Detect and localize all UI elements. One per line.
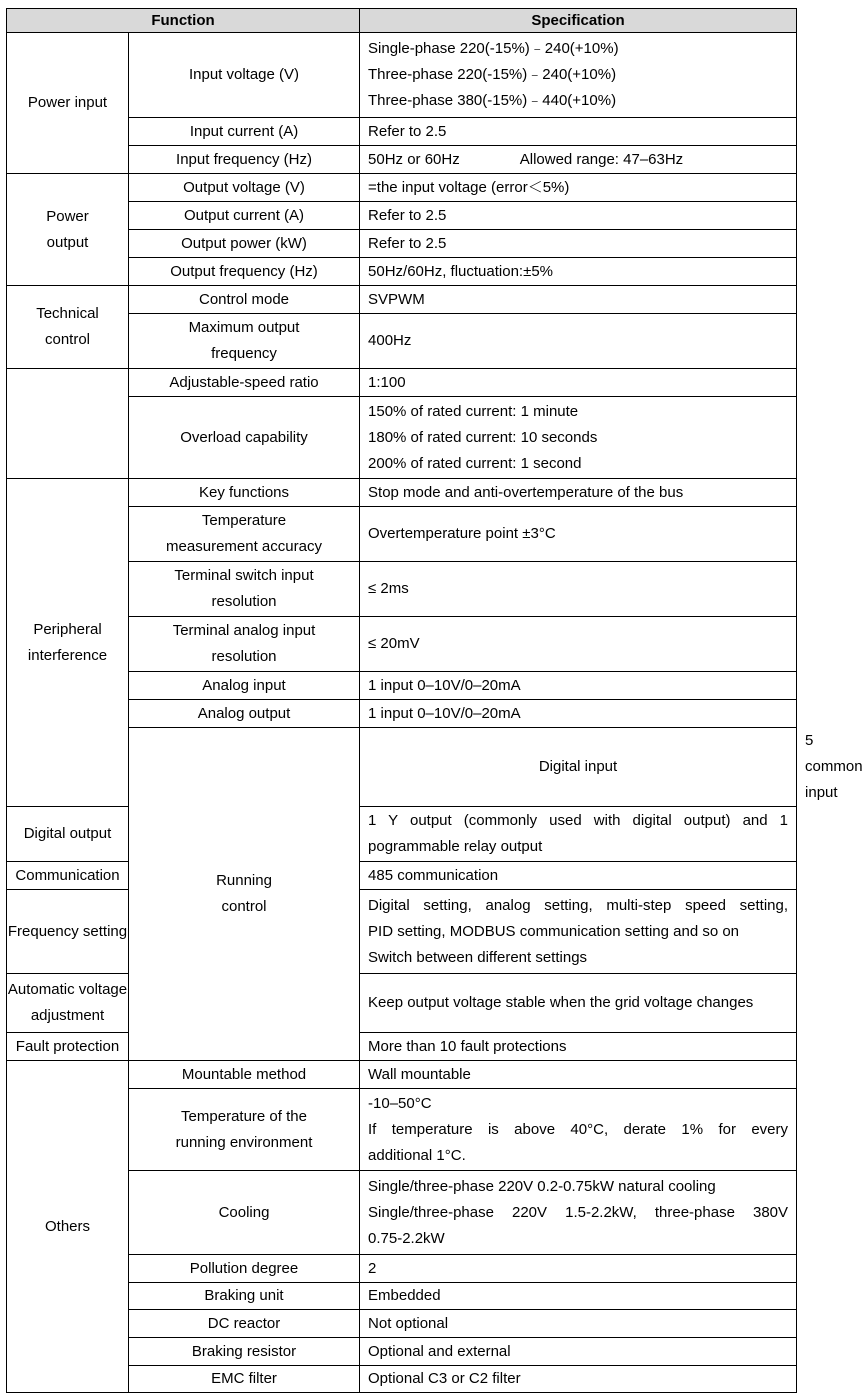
function-fault-protection: Fault protection	[7, 1033, 129, 1061]
spec-pollution-degree: 2	[360, 1255, 797, 1283]
spec-overload-capability	[360, 397, 797, 479]
group-others: Others	[7, 1061, 129, 1393]
function-dc-reactor: DC reactor	[129, 1310, 360, 1338]
function-pollution-degree: Pollution degree	[129, 1255, 360, 1283]
function-analog-input: Analog input	[129, 672, 360, 700]
function-digital-input: Digital input	[360, 728, 797, 807]
spec-line: Switch between different settings	[368, 948, 588, 966]
spec-output-voltage: =the input voltage (error＜5%)	[360, 174, 797, 202]
table-row	[7, 1033, 797, 1061]
table-row	[7, 479, 797, 507]
header-function: Function	[7, 9, 360, 33]
spec-input-current: Refer to 2.5	[360, 118, 797, 146]
spec-fault-protection: More than 10 fault protections	[360, 1033, 797, 1061]
spec-adjustable-speed-ratio: 1:100	[360, 369, 797, 397]
function-output-voltage: Output voltage (V)	[129, 174, 360, 202]
function-running-environment-temperature: Temperature of the running environment	[129, 1089, 360, 1171]
table-row	[7, 1061, 797, 1089]
spec-braking-resistor: Optional and external	[360, 1338, 797, 1366]
group-label-line: Peripheral	[33, 620, 102, 638]
spec-control-mode: SVPWM	[360, 286, 797, 314]
spec-temperature-accuracy: Overtemperature point ±3°C	[360, 507, 797, 562]
function-terminal-analog-input: Terminal analog input resolution	[129, 617, 360, 672]
function-key-functions: Key functions	[129, 479, 360, 507]
spec-line: Single-phase 220(-15%)﹣240(+10%)	[368, 40, 619, 57]
function-terminal-switch-input: Terminal switch input resolution	[129, 562, 360, 617]
group-label-line: control	[44, 331, 91, 348]
spec-max-output-frequency: 400Hz	[360, 314, 797, 369]
spec-automatic-voltage-adjustment: Keep output voltage stable when the grid voltage changes	[360, 974, 797, 1033]
spec-line: additional 1°C.	[368, 1146, 466, 1164]
function-input-current: Input current (A)	[129, 118, 360, 146]
spec-output-current: Refer to 2.5	[360, 202, 797, 230]
spec-dc-reactor: Not optional	[360, 1310, 797, 1338]
group-label-line: Running	[216, 872, 272, 889]
spec-line: Three-phase 220(-15%)﹣240(+10%)	[368, 66, 617, 83]
spec-output-power: Refer to 2.5	[360, 230, 797, 258]
function-analog-output: Analog output	[129, 700, 360, 728]
spec-line: pogrammable relay output	[368, 838, 543, 855]
function-cooling: Cooling	[129, 1171, 360, 1255]
spec-input-voltage	[360, 33, 797, 118]
table-row: Running control Digital input 5 common input	[7, 728, 797, 807]
spec-running-environment-temperature	[360, 1089, 797, 1171]
function-automatic-voltage-adjustment: Automatic voltage adjustment	[7, 974, 129, 1033]
group-label-line: control	[221, 898, 267, 915]
table-header-row	[7, 9, 797, 33]
group-running-control	[129, 728, 360, 1061]
function-max-output-frequency: Maximum output frequency	[129, 314, 360, 369]
spec-analog-input: 1 input 0–10V/0–20mA	[360, 672, 797, 700]
group-technical-control	[7, 286, 129, 369]
function-overload-capability: Overload capability	[129, 397, 360, 479]
spec-mountable-method: Wall mountable	[360, 1061, 797, 1089]
spec-line: PID setting, MODBUS communication setting and so on	[368, 922, 740, 940]
function-emc-filter: EMC filter	[129, 1366, 360, 1393]
function-frequency-setting: Frequency setting	[7, 890, 129, 974]
table-row	[7, 286, 797, 314]
function-digital-output: Digital output	[7, 807, 129, 862]
spec-line: Three-phase 380(-15%)﹣440(+10%)	[368, 92, 617, 109]
function-input-frequency: Input frequency (Hz)	[129, 146, 360, 174]
function-temperature-accuracy: Temperature measurement accuracy	[129, 507, 360, 562]
spec-part: Allowed range: 47–63Hz	[519, 150, 684, 168]
spec-line: -10–50°C	[368, 1094, 432, 1112]
function-output-frequency: Output frequency (Hz)	[129, 258, 360, 286]
group-running-control-empty	[7, 369, 129, 479]
group-label-line: interference	[27, 646, 108, 664]
table-row	[7, 33, 797, 118]
group-label-line: output	[46, 233, 89, 251]
table-row	[7, 807, 797, 862]
spec-key-functions: Stop mode and anti-overtemperature of the bus	[360, 479, 797, 507]
spec-part: 50Hz or 60Hz	[368, 150, 460, 168]
spec-line: 180% of rated current: 10 seconds	[368, 428, 598, 446]
table-row	[7, 862, 797, 890]
function-braking-resistor: Braking resistor	[129, 1338, 360, 1366]
spec-line: Digital setting, analog setting, multi-step speed setting,	[368, 896, 789, 914]
function-braking-unit: Braking unit	[129, 1283, 360, 1310]
spec-line: 1 Y output (commonly used with digital output) and 1	[368, 812, 789, 829]
group-power-output	[7, 174, 129, 286]
function-mountable-method: Mountable method	[129, 1061, 360, 1089]
table-row	[7, 174, 797, 202]
spec-input-frequency	[360, 146, 797, 174]
spec-line: If temperature is above 40°C, derate 1% for every	[368, 1120, 789, 1138]
function-control-mode: Control mode	[129, 286, 360, 314]
table-row	[7, 974, 797, 1033]
table-row	[7, 369, 797, 397]
group-peripheral-interference	[7, 479, 129, 807]
function-output-power: Output power (kW)	[129, 230, 360, 258]
function-adjustable-speed-ratio: Adjustable-speed ratio	[129, 369, 360, 397]
spec-emc-filter: Optional C3 or C2 filter	[360, 1366, 797, 1393]
table-row	[7, 890, 797, 974]
spec-terminal-analog-input: ≤ 20mV	[360, 617, 797, 672]
spec-output-frequency: 50Hz/60Hz, fluctuation:±5%	[360, 258, 797, 286]
specification-table	[6, 8, 863, 1393]
function-output-current: Output current (A)	[129, 202, 360, 230]
spec-communication: 485 communication	[360, 862, 797, 890]
spec-line: Single/three-phase 220V 0.2-0.75kW natural cooling	[368, 1177, 716, 1195]
spec-line: 150% of rated current: 1 minute	[368, 402, 579, 420]
group-label-line: Power	[46, 207, 89, 225]
spec-analog-output: 1 input 0–10V/0–20mA	[360, 700, 797, 728]
spec-terminal-switch-input: ≤ 2ms	[360, 562, 797, 617]
spec-line: 0.75-2.2kW	[368, 1229, 445, 1247]
function-communication: Communication	[7, 862, 129, 890]
group-label-line: Technical	[36, 305, 99, 322]
spec-frequency-setting	[360, 890, 797, 974]
spec-cooling	[360, 1171, 797, 1255]
spec-braking-unit: Embedded	[360, 1283, 797, 1310]
header-specification: Specification	[360, 9, 797, 33]
spec-digital-output	[360, 807, 797, 862]
spec-line: 200% of rated current: 1 second	[368, 454, 582, 472]
function-input-voltage: Input voltage (V)	[129, 33, 360, 118]
spec-line: Single/three-phase 220V 1.5-2.2kW, three-phase 380V	[368, 1203, 789, 1221]
group-power-input: Power input	[7, 33, 129, 174]
